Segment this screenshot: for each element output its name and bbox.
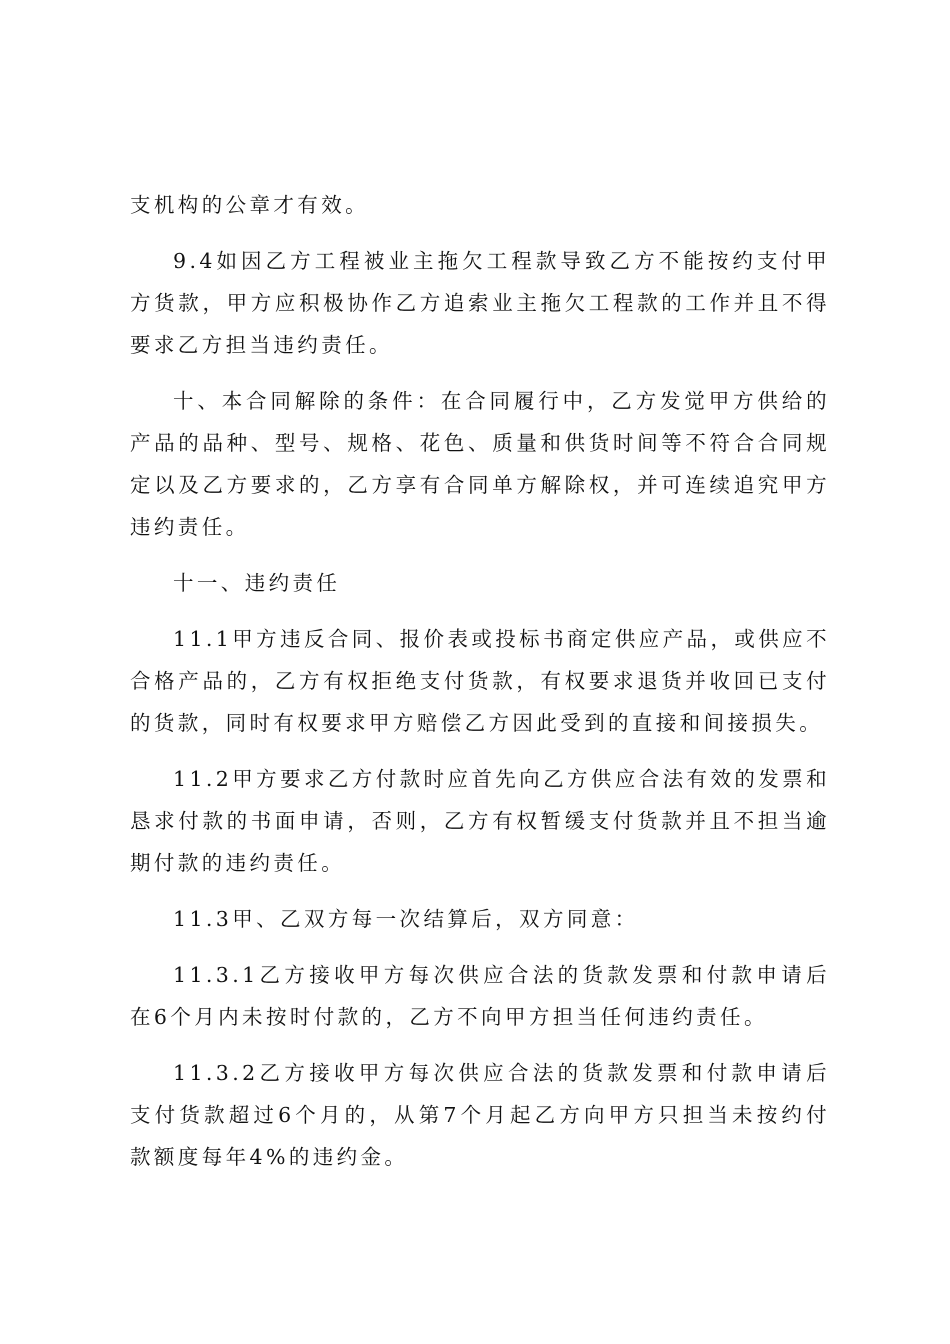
paragraph-clause-11-2: 11.2甲方要求乙方付款时应首先向乙方供应合法有效的发票和恳求付款的书面申请，否则，乙方有权暂缓支付货款并且不担当逾期付款的违约责任。	[130, 767, 830, 875]
document-body	[130, 184, 830, 1192]
paragraph-section-10: 十、本合同解除的条件：在合同履行中，乙方发觉甲方供给的产品的品种、型号、规格、花色、质量和供货时间等不符合合同规定以及乙方要求的，乙方享有合同单方解除权，并可连续追究甲方违约责任。	[130, 389, 830, 539]
paragraph-clause-11-3-2: 11.3.2乙方接收甲方每次供应合法的货款发票和付款申请后支付货款超过6个月的，从第7个月起乙方向甲方只担当未按约付款额度每年4%的违约金。	[130, 1061, 830, 1169]
paragraph-clause-9-4: 9.4如因乙方工程被业主拖欠工程款导致乙方不能按约支付甲方货款，甲方应积极协作乙方追索业主拖欠工程款的工作并且不得要求乙方担当违约责任。	[130, 249, 830, 357]
paragraph-continuation: 支机构的公章才有效。	[130, 193, 369, 217]
paragraph-clause-11-3-1: 11.3.1乙方接收甲方每次供应合法的货款发票和付款申请后在6个月内未按时付款的，乙方不向甲方担当任何违约责任。	[130, 963, 830, 1029]
heading-section-11: 十一、违约责任	[173, 571, 341, 595]
paragraph-clause-11-1: 11.1甲方违反合同、报价表或投标书商定供应产品，或供应不合格产品的，乙方有权拒绝支付货款，有权要求退货并收回已支付的货款，同时有权要求甲方赔偿乙方因此受到的直接和间接损失。	[130, 627, 830, 735]
paragraph-clause-11-3: 11.3甲、乙双方每一次结算后，双方同意：	[173, 907, 639, 931]
